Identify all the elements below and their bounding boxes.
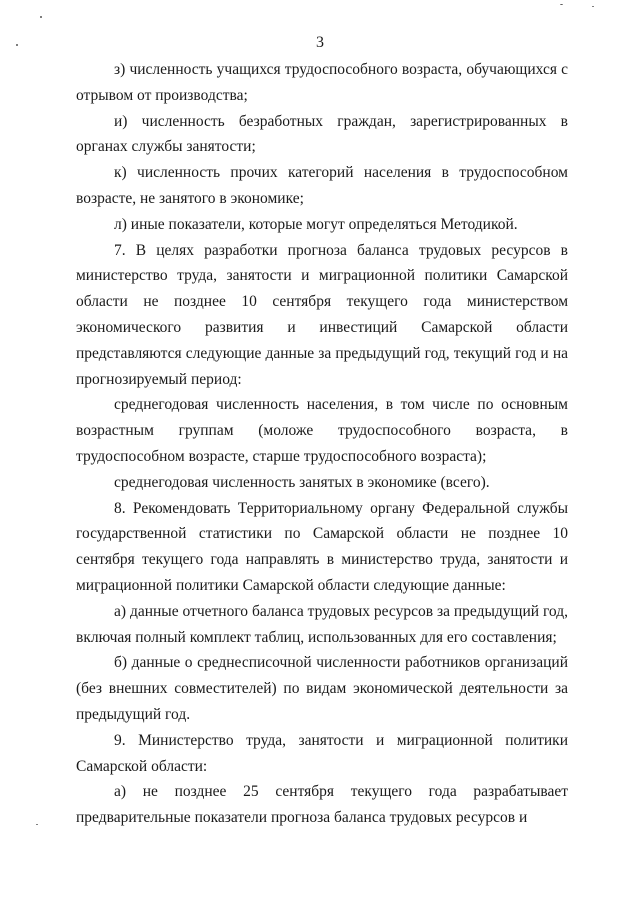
paragraph-i: и) численность безработных граждан, зарегистрированных в органах службы занятости; [76,112,568,156]
paragraph-7: 7. В целях разработки прогноза баланса трудовых ресурсов в министерство труда, занятости и миграционной политики Самарской области не позднее 10 сентября текущего года министерством экономического развития и инвестиций Самарской области представляются следующие данные за предыдущий год, текущий год и на прогнозируемый период: [76,241,568,388]
document-body [76,57,568,831]
paragraph-8: 8. Рекомендовать Территориальному органу Федеральной службы государственной статистики по Самарской области не позднее 10 сентября текущего года направлять в министерство труда, занятости и миграционной политики Самарской области следующие данные: [76,499,568,594]
paragraph-7-employed: среднегодовая численность занятых в экономике (всего). [114,473,490,491]
paragraph-l: л) иные показатели, которые могут определяться Методикой. [114,215,518,233]
paragraph-k: к) численность прочих категорий населения в трудоспособном возрасте, не занятого в экономике; [76,164,568,207]
paragraph-z: з) численность учащихся трудоспособного возраста, обучающихся с отрывом от производства; [76,61,568,104]
paragraph-8-a: а) данные отчетного баланса трудовых ресурсов за предыдущий год, включая полный комплект таблиц, использованных для его составления; [76,602,568,646]
paragraph-7-population: среднегодовая численность населения, в том числе по основным возрастным группам (моложе трудоспособного возраста, в трудоспособном возрасте, старше трудоспособного возраста); [76,396,568,465]
paragraph-9-a: а) не позднее 25 сентября текущего года разрабатывает предварительные показатели прогноза баланса трудовых ресурсов и [76,783,568,827]
paragraph-8-b: б) данные о среднесписочной численности работников организаций (без внешних совместителей) по видам экономической деятельности за предыдущий год. [76,654,568,723]
page-number: 3 [316,34,324,51]
paragraph-9: 9. Министерство труда, занятости и миграционной политики Самарской области: [76,731,568,775]
